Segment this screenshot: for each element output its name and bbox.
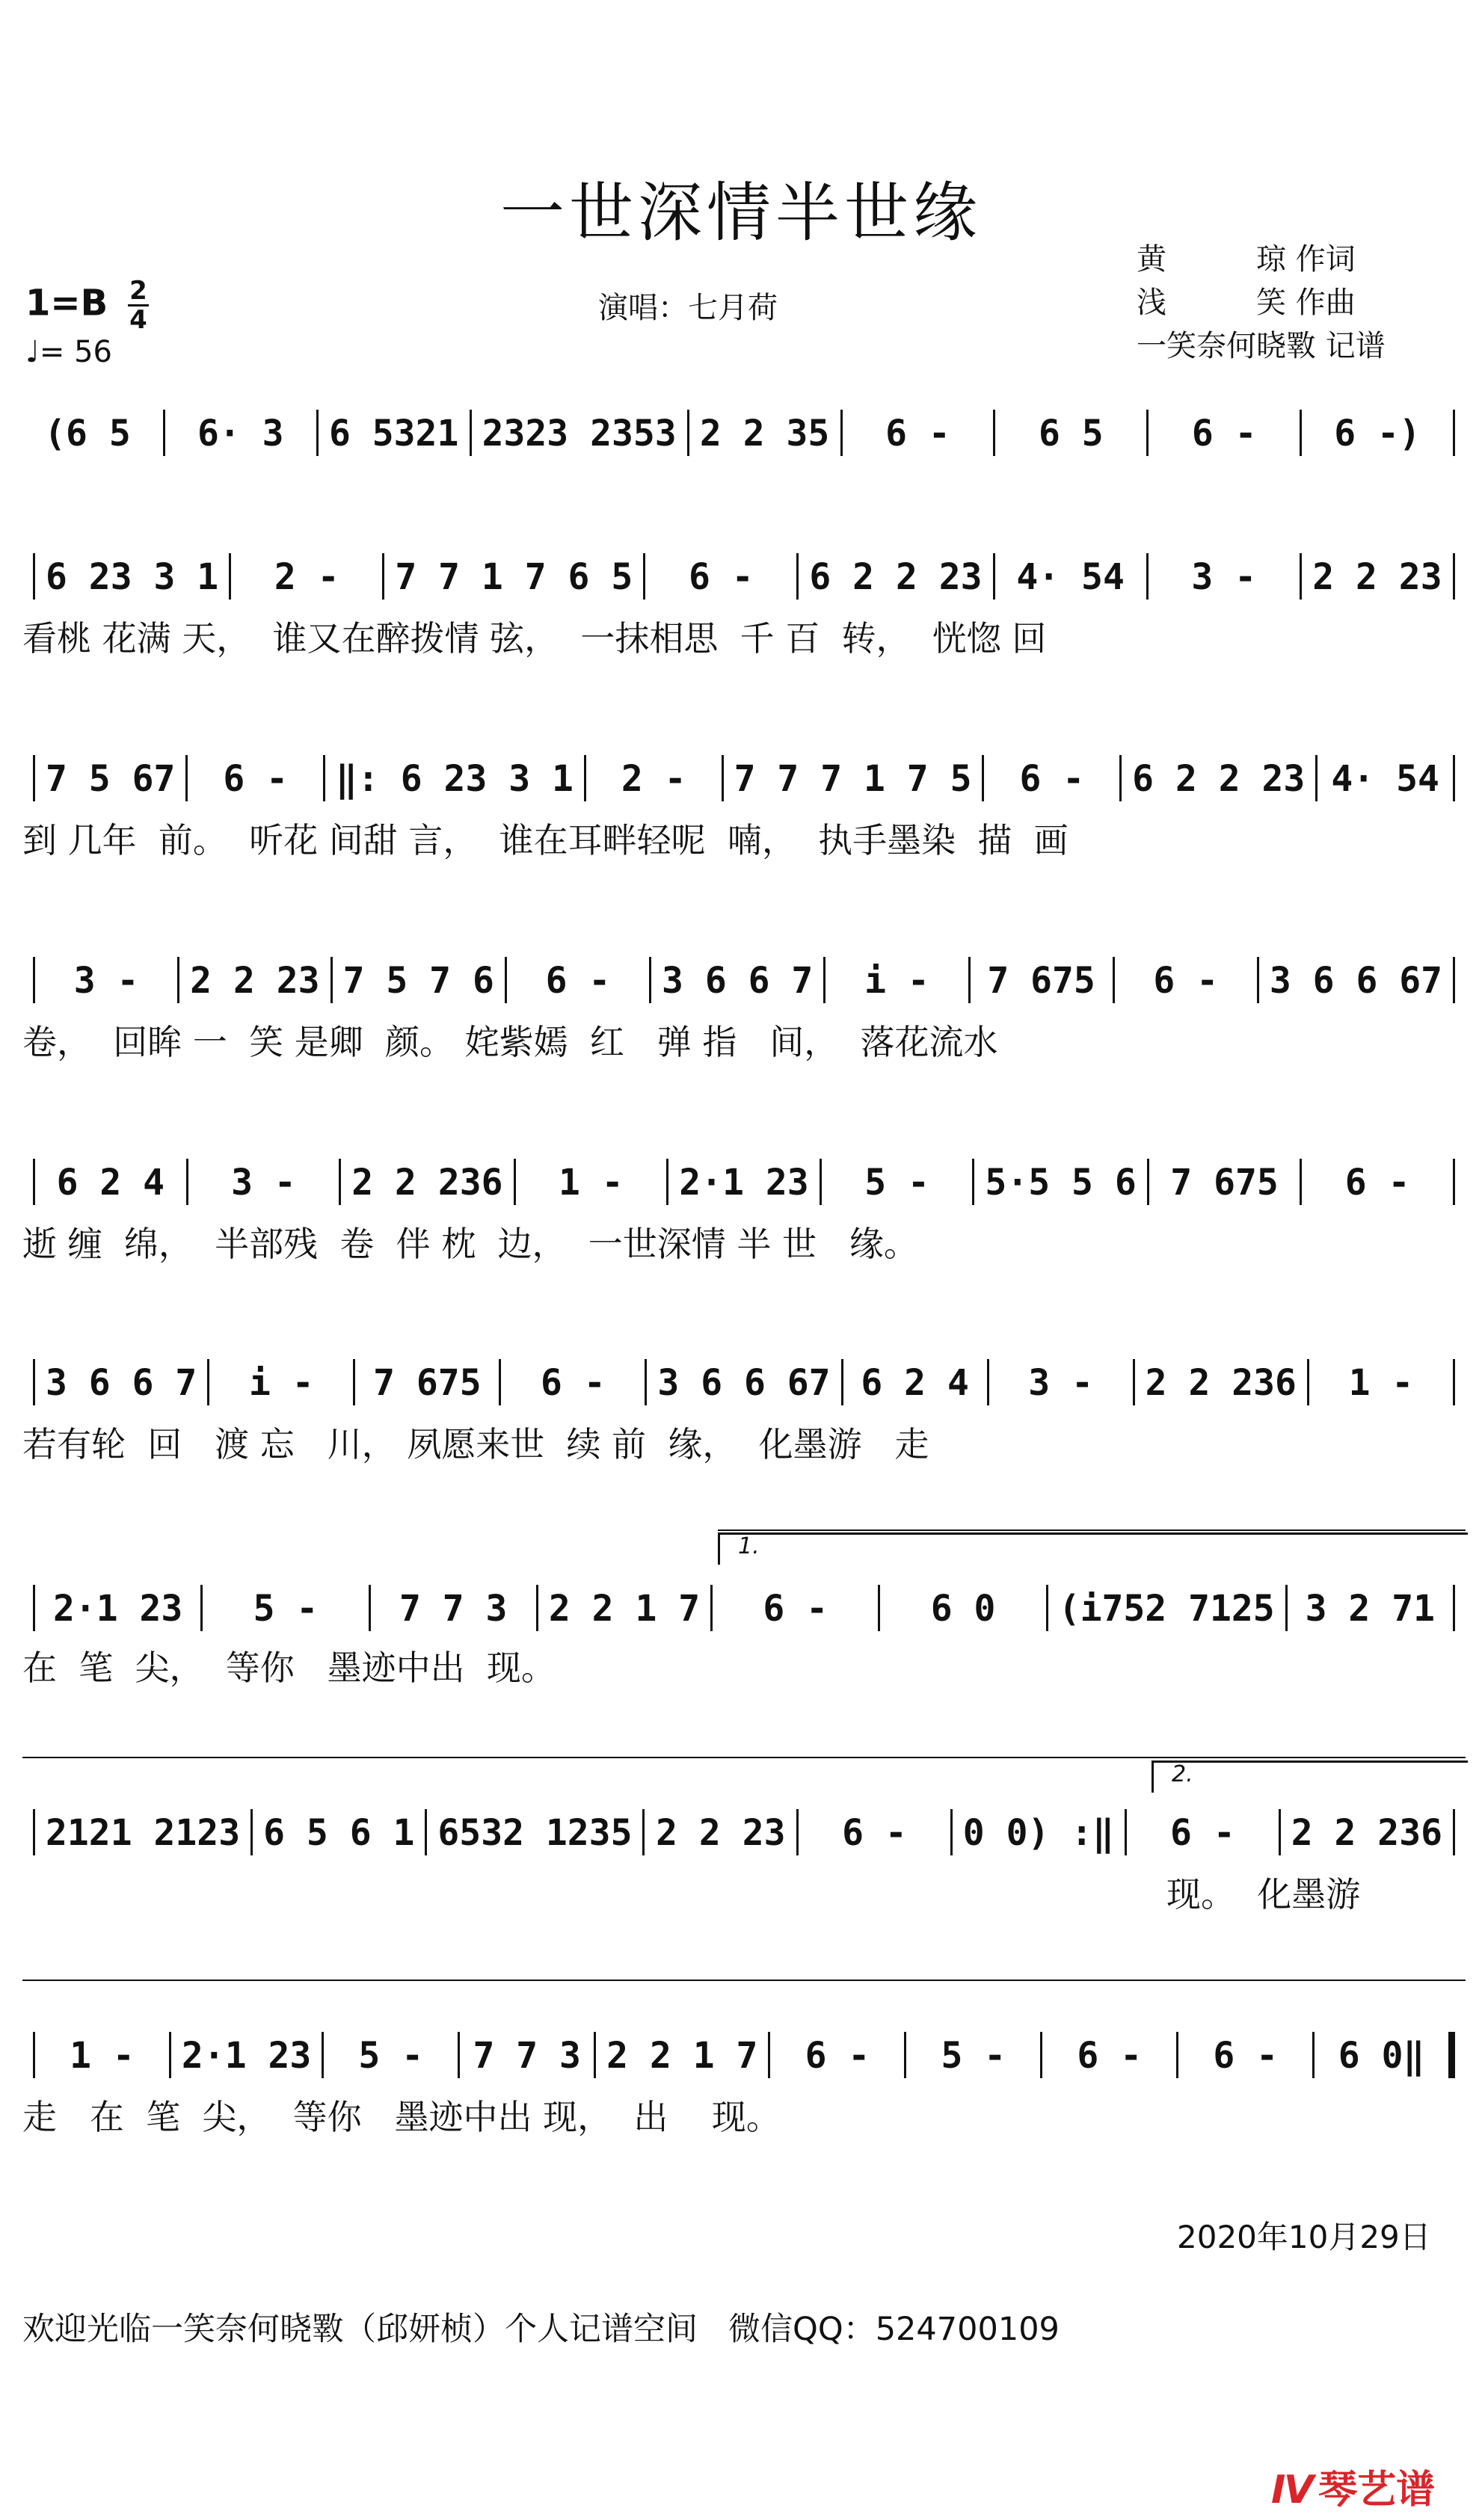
barline bbox=[840, 410, 843, 456]
measure bbox=[809, 1809, 940, 1854]
barline bbox=[820, 1159, 822, 1205]
measure-notes: 7 675 bbox=[373, 1362, 482, 1404]
measure bbox=[242, 553, 372, 598]
barline bbox=[645, 1359, 647, 1405]
volta-bracket bbox=[1152, 1760, 1468, 1793]
key-signature bbox=[25, 278, 149, 333]
barline bbox=[1119, 755, 1122, 801]
measure-notes: 6 - bbox=[541, 1362, 606, 1404]
notation-system-7 bbox=[22, 1585, 1466, 1637]
barline bbox=[1453, 410, 1455, 456]
measure-notes: 7 5 67 bbox=[46, 758, 176, 800]
time-top: 2 bbox=[129, 276, 147, 306]
measure-notes: 6 - bbox=[1213, 2035, 1279, 2077]
measure bbox=[963, 1809, 1114, 1854]
barline bbox=[768, 2032, 770, 2078]
measure-notes: 6 - bbox=[1191, 413, 1257, 455]
measure bbox=[1146, 1359, 1297, 1404]
measure-notes: 6 0‖ bbox=[1338, 2035, 1425, 2077]
barline bbox=[1453, 553, 1455, 600]
barline bbox=[1257, 957, 1259, 1003]
measure bbox=[46, 1359, 197, 1404]
staff-rule bbox=[22, 1757, 1466, 1758]
barline bbox=[1046, 1585, 1048, 1631]
notation-system-2 bbox=[22, 553, 1466, 606]
measure-notes: 3 6 6 7 bbox=[46, 1362, 197, 1404]
measure-notes: 2·1 23 bbox=[181, 2035, 312, 2077]
measure-notes: 6 - bbox=[1077, 2035, 1143, 2077]
barline bbox=[316, 410, 319, 456]
barline bbox=[33, 1809, 35, 1855]
score-title: 一世深情半世缘 bbox=[500, 176, 982, 250]
measure bbox=[549, 1585, 700, 1630]
measure-notes: 2 2 1 7 bbox=[606, 2035, 758, 2077]
barline bbox=[823, 957, 825, 1003]
staff-rule bbox=[22, 1980, 1466, 1981]
measure bbox=[329, 410, 459, 455]
measure bbox=[334, 2032, 447, 2077]
measure bbox=[336, 755, 574, 800]
barline bbox=[1453, 755, 1455, 801]
barline bbox=[1113, 957, 1115, 1003]
barline bbox=[499, 1359, 501, 1405]
measure bbox=[182, 2032, 311, 2077]
barline bbox=[33, 553, 35, 600]
measure-notes: 6 - bbox=[688, 556, 754, 598]
lyrics-line-6: 若有轮 回 渡 忘 川， 夙愿来世 续 前 缘， 化墨游 走 bbox=[22, 1424, 929, 1464]
measure-notes: 6 - bbox=[1019, 758, 1085, 800]
barline bbox=[1307, 1359, 1309, 1405]
barline bbox=[982, 755, 984, 801]
barline bbox=[1453, 1159, 1455, 1205]
measure bbox=[46, 755, 175, 800]
measure bbox=[381, 1585, 526, 1630]
measure-notes: 7 7 3 bbox=[399, 1588, 508, 1630]
notation-system-8 bbox=[22, 1809, 1466, 1861]
measure-notes: 5 - bbox=[253, 1588, 319, 1630]
barline bbox=[796, 553, 799, 600]
measure bbox=[263, 1809, 414, 1854]
measure-notes: 1 - bbox=[1348, 1362, 1414, 1404]
transcriber-credit: 一笑奈何晓斁 记谱 bbox=[1137, 329, 1386, 363]
barline bbox=[458, 2032, 460, 2078]
measure-notes: 6 - bbox=[545, 960, 611, 1002]
measure bbox=[606, 2032, 757, 2077]
measure bbox=[213, 1585, 357, 1630]
barline bbox=[1279, 1809, 1281, 1855]
measure bbox=[853, 410, 983, 455]
measure-notes: 6 -) bbox=[1334, 413, 1421, 455]
volta-bracket bbox=[718, 1532, 1468, 1565]
measure-notes: 5 - bbox=[358, 2035, 424, 2077]
measure-notes: 2 2 23 bbox=[656, 1812, 786, 1854]
measure-notes: 6 - bbox=[1344, 1162, 1410, 1204]
measure-notes: 2 2 23 bbox=[190, 960, 320, 1002]
measure bbox=[1006, 553, 1136, 598]
logo-text: 琴艺谱 bbox=[1318, 2468, 1436, 2513]
measure bbox=[656, 553, 786, 598]
measure-notes: 6 2 4 bbox=[861, 1362, 969, 1404]
notation-system-1 bbox=[22, 410, 1466, 462]
barline bbox=[722, 755, 724, 801]
measure-notes: 7 7 3 bbox=[473, 2035, 581, 2077]
barline bbox=[1453, 1809, 1455, 1855]
measure bbox=[351, 1159, 502, 1204]
barline bbox=[322, 2032, 324, 2078]
measure bbox=[395, 553, 633, 598]
barline bbox=[425, 1809, 427, 1855]
barline bbox=[1285, 1585, 1288, 1631]
measure-notes: 2 2 236 bbox=[351, 1162, 503, 1204]
barline bbox=[33, 755, 35, 801]
barline bbox=[33, 1585, 35, 1631]
barline bbox=[796, 1809, 799, 1855]
measure bbox=[1053, 2032, 1166, 2077]
measure bbox=[854, 1359, 977, 1404]
barline bbox=[33, 957, 35, 1003]
measure bbox=[176, 410, 306, 455]
measure-notes: 7 675 bbox=[987, 960, 1095, 1002]
measure-notes: 6 2 2 23 bbox=[809, 556, 983, 598]
measure bbox=[679, 1159, 809, 1204]
measure bbox=[46, 957, 167, 1002]
measure bbox=[985, 1159, 1136, 1204]
measure bbox=[1325, 2032, 1438, 2077]
time-signature bbox=[128, 278, 149, 333]
barline bbox=[369, 1585, 371, 1631]
barline bbox=[878, 1585, 880, 1631]
measure bbox=[220, 1359, 342, 1404]
barline bbox=[1133, 1359, 1135, 1405]
barline bbox=[186, 1159, 188, 1205]
barline bbox=[185, 755, 188, 801]
time-bottom: 4 bbox=[129, 305, 147, 335]
measure-notes: 6· 3 bbox=[197, 413, 284, 455]
barline bbox=[207, 1359, 209, 1405]
measure-notes: 0 0) :‖ bbox=[962, 1812, 1115, 1854]
measure-notes: 3 2 71 bbox=[1305, 1588, 1436, 1630]
barline bbox=[1453, 1359, 1455, 1405]
measure bbox=[511, 1359, 634, 1404]
measure-notes: 6 - bbox=[1170, 1812, 1235, 1854]
measure bbox=[1298, 1585, 1442, 1630]
tempo-mark: ♩= 56 bbox=[25, 335, 112, 369]
measure-notes: 3 6 6 7 bbox=[662, 960, 814, 1002]
barline bbox=[666, 1159, 668, 1205]
measure-notes: 2 2 236 bbox=[1291, 1812, 1442, 1854]
barline bbox=[353, 1359, 355, 1405]
measure-notes: 3 - bbox=[1191, 556, 1257, 598]
measure bbox=[46, 1159, 176, 1204]
measure-notes: 4· 54 bbox=[1016, 556, 1125, 598]
measure bbox=[655, 1809, 786, 1854]
staff-rule bbox=[718, 1529, 1466, 1531]
measure bbox=[1312, 410, 1442, 455]
barline bbox=[841, 1359, 843, 1405]
measure bbox=[22, 410, 153, 455]
notation-system-5 bbox=[22, 1159, 1466, 1211]
measure bbox=[994, 755, 1109, 800]
measure bbox=[1189, 2032, 1302, 2077]
measure bbox=[46, 553, 218, 598]
barline bbox=[330, 957, 333, 1003]
barline bbox=[33, 1159, 35, 1205]
measure bbox=[46, 1585, 190, 1630]
measure-notes: 3 6 6 67 bbox=[657, 1362, 831, 1404]
measure bbox=[662, 957, 813, 1002]
site-logo bbox=[1271, 2458, 1435, 2514]
measure-notes: i - bbox=[248, 1362, 314, 1404]
measure bbox=[657, 1359, 830, 1404]
barline bbox=[687, 410, 689, 456]
measure bbox=[1312, 553, 1442, 598]
barline bbox=[33, 1359, 35, 1405]
measure-notes: 7 7 7 1 7 5 bbox=[734, 758, 972, 800]
measure-notes: 2 2 23 bbox=[1312, 556, 1442, 598]
barline bbox=[1040, 2032, 1042, 2078]
notation-system-3 bbox=[22, 755, 1466, 807]
barline bbox=[1453, 1585, 1455, 1631]
lyrics-line-2: 看桃 花满 天， 谁又在醉拨情 弦， 一抹相思 千 百 转， 恍惚 回 bbox=[22, 618, 1047, 659]
measure-notes: 2 2 35 bbox=[699, 413, 830, 455]
measure bbox=[981, 957, 1102, 1002]
measure-notes: 3 - bbox=[231, 1162, 296, 1204]
measure bbox=[1125, 957, 1246, 1002]
measure-notes: 6 - bbox=[223, 758, 289, 800]
barline bbox=[382, 553, 384, 600]
score-date: 2020年10月29日 bbox=[1177, 2219, 1431, 2255]
measure bbox=[917, 2032, 1030, 2077]
measure bbox=[517, 957, 639, 1002]
measure-notes: 4· 54 bbox=[1331, 758, 1439, 800]
measure-notes: 6532 1235 bbox=[437, 1812, 633, 1854]
measure-notes: 6 2 4 bbox=[56, 1162, 165, 1204]
barline bbox=[1448, 2032, 1455, 2078]
measure bbox=[700, 410, 830, 455]
measure-notes: 7 675 bbox=[1170, 1162, 1279, 1204]
barline bbox=[1125, 1809, 1127, 1855]
measure-notes: 6 5321 bbox=[328, 413, 459, 455]
barline bbox=[987, 1359, 989, 1405]
measure bbox=[1328, 755, 1442, 800]
measure bbox=[366, 1359, 488, 1404]
measure-notes: 6 - bbox=[763, 1588, 828, 1630]
measure-notes: 6 - bbox=[885, 413, 950, 455]
barline bbox=[1300, 410, 1302, 456]
measure-notes: 6 0 bbox=[930, 1588, 996, 1630]
barline bbox=[200, 1585, 203, 1631]
measure bbox=[1059, 1585, 1275, 1630]
measure bbox=[343, 957, 494, 1002]
barline bbox=[968, 957, 971, 1003]
notation-system-4 bbox=[22, 957, 1466, 1009]
key-label: 1=B bbox=[25, 282, 108, 324]
measure bbox=[437, 1809, 632, 1854]
barline bbox=[1300, 553, 1302, 600]
barline bbox=[1453, 957, 1455, 1003]
measure bbox=[1159, 553, 1289, 598]
measure bbox=[1160, 1159, 1290, 1204]
lyricist-credit: 黄 琼 作词 bbox=[1137, 242, 1356, 277]
measure-notes: 7 7 1 7 6 5 bbox=[395, 556, 633, 598]
measure bbox=[46, 1809, 240, 1854]
measure bbox=[1000, 1359, 1122, 1404]
barline bbox=[536, 1585, 538, 1631]
measure bbox=[1132, 755, 1305, 800]
barline bbox=[649, 957, 651, 1003]
measure bbox=[809, 553, 982, 598]
measure-notes: 3 6 6 67 bbox=[1269, 960, 1443, 1002]
measure-notes: 1 - bbox=[559, 1162, 624, 1204]
barline bbox=[643, 553, 645, 600]
measure-notes: 3 - bbox=[73, 960, 139, 1002]
measure bbox=[1291, 1809, 1442, 1854]
measure bbox=[1006, 410, 1136, 455]
measure-notes: 6 5 6 1 bbox=[263, 1812, 415, 1854]
singer-credit: 演唱：七月荷 bbox=[598, 291, 778, 325]
barline bbox=[163, 410, 165, 456]
credits-block bbox=[1137, 238, 1386, 368]
measure bbox=[482, 410, 677, 455]
barline bbox=[1147, 1159, 1149, 1205]
lyrics-line-4: 卷， 回眸 一 笑 是卿 颜。 姹紫嫣 红 弹 指 间， 落花流水 bbox=[22, 1022, 998, 1062]
barline bbox=[1176, 2032, 1178, 2078]
measure-notes: 6 23 3 1 bbox=[46, 556, 219, 598]
measure bbox=[891, 1585, 1035, 1630]
logo-icon: Ⅳ bbox=[1271, 2468, 1315, 2513]
measure-notes: 2 2 1 7 bbox=[548, 1588, 701, 1630]
barline bbox=[505, 957, 507, 1003]
barline bbox=[470, 410, 472, 456]
measure bbox=[734, 755, 972, 800]
barline bbox=[1146, 553, 1149, 600]
measure-notes: (i752 7125 bbox=[1058, 1588, 1275, 1630]
measure-notes: 2·1 23 bbox=[52, 1588, 183, 1630]
measure-notes: 1 - bbox=[70, 2035, 135, 2077]
barline bbox=[710, 1585, 713, 1631]
measure bbox=[46, 2032, 159, 2077]
measure-notes: 3 - bbox=[1028, 1362, 1093, 1404]
measure-notes: 2323 2353 bbox=[482, 413, 677, 455]
measure bbox=[1270, 957, 1442, 1002]
barline bbox=[1146, 410, 1149, 456]
barline bbox=[993, 553, 995, 600]
footer-note: 欢迎光临一笑奈何晓斁（邱妍桢）个人记谱空间 微信QQ：524700109 bbox=[22, 2311, 1060, 2348]
barline bbox=[229, 553, 231, 600]
measure-notes: (6 5 bbox=[44, 413, 131, 455]
lyrics-line-3: 到 几年 前。 听花 间甜 言， 谁在耳畔轻呢 喃， 执手墨染 描 画 bbox=[22, 820, 1069, 860]
measure bbox=[470, 2032, 583, 2077]
measure-notes: 7 5 7 6 bbox=[342, 960, 494, 1002]
composer-credit: 浅 笑 作曲 bbox=[1137, 286, 1356, 320]
barline bbox=[584, 755, 586, 801]
barline bbox=[1300, 1159, 1302, 1205]
measure-notes: 2121 2123 bbox=[46, 1812, 241, 1854]
measure-notes: 5 - bbox=[864, 1162, 929, 1204]
measure-notes: 2 - bbox=[621, 758, 686, 800]
notation-system-9 bbox=[22, 2032, 1466, 2084]
measure-notes: 6 5 bbox=[1038, 413, 1104, 455]
measure bbox=[597, 755, 711, 800]
measure bbox=[199, 1159, 329, 1204]
barline bbox=[323, 755, 325, 801]
barline bbox=[33, 2032, 35, 2078]
measure bbox=[1137, 1809, 1268, 1854]
measure bbox=[1320, 1359, 1442, 1404]
measure bbox=[1312, 1159, 1442, 1204]
lyrics-line-9: 走 在 笔 尖， 等你 墨迹中出 现， 出 现。 bbox=[22, 2097, 781, 2137]
barline bbox=[250, 1809, 253, 1855]
measure bbox=[198, 755, 313, 800]
barline bbox=[904, 2032, 906, 2078]
barline bbox=[993, 410, 995, 456]
barline bbox=[169, 2032, 171, 2078]
measure bbox=[526, 1159, 657, 1204]
measure bbox=[832, 1159, 962, 1204]
volta-label: 1. bbox=[738, 1533, 760, 1559]
barline bbox=[339, 1159, 341, 1205]
measure-notes: i - bbox=[864, 960, 929, 1002]
measure-notes: ‖: 6 23 3 1 bbox=[336, 758, 574, 800]
barline bbox=[1312, 2032, 1315, 2078]
measure bbox=[836, 957, 957, 1002]
measure-notes: 2·1 23 bbox=[679, 1162, 809, 1204]
measure bbox=[190, 957, 319, 1002]
measure-notes: 6 2 2 23 bbox=[1132, 758, 1306, 800]
measure-notes: 2 - bbox=[274, 556, 339, 598]
barline bbox=[594, 2032, 596, 2078]
notation-system-6 bbox=[22, 1359, 1466, 1411]
measure-notes: 5 - bbox=[941, 2035, 1006, 2077]
barline bbox=[972, 1159, 974, 1205]
measure bbox=[723, 1585, 867, 1630]
measure-notes: 2 2 236 bbox=[1145, 1362, 1297, 1404]
volta-label: 2. bbox=[1172, 1761, 1193, 1787]
barline bbox=[950, 1809, 953, 1855]
barline bbox=[642, 1809, 645, 1855]
lyrics-line-7: 在 笔 尖， 等你 墨迹中出 现。 bbox=[22, 1648, 556, 1688]
lyrics-line-8: 现。 化墨游 bbox=[1166, 1874, 1361, 1914]
lyrics-line-5: 逝 缠 绵， 半部残 卷 伴 枕 边， 一世深情 半 世 缘。 bbox=[22, 1224, 918, 1264]
barline bbox=[1315, 755, 1317, 801]
measure-notes: 5·5 5 6 bbox=[985, 1162, 1137, 1204]
measure-notes: 6 - bbox=[842, 1812, 907, 1854]
measure bbox=[1159, 410, 1289, 455]
barline bbox=[514, 1159, 516, 1205]
barline bbox=[177, 957, 179, 1003]
measure-notes: 6 - bbox=[1153, 960, 1219, 1002]
measure bbox=[781, 2032, 894, 2077]
measure-notes: 6 - bbox=[805, 2035, 870, 2077]
